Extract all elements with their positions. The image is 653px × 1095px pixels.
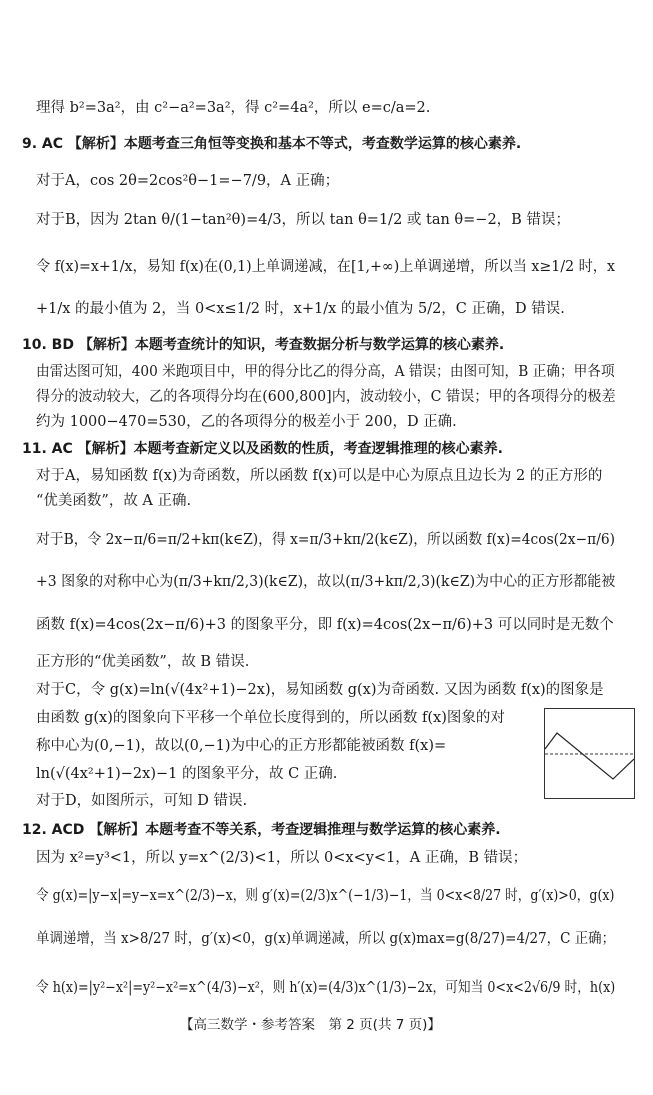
graph-svg <box>545 709 634 798</box>
text-line: 由雷达图可知，400 米跑项目中，甲的得分比乙的得分高，A 错误；由图可知，B 正确；甲各项 <box>36 364 615 380</box>
text-line: 由函数 g(x)的图象向下平移一个单位长度得到的，所以函数 f(x)图象的对 <box>36 710 505 726</box>
text-line: 令 h(x)=|y²−x²|=y²−x²=x^(4/3)−x²，则 h′(x)=(4/3)x^(1/3)−2x，可知当 0<x<2√6/9 时，h(x) <box>36 980 616 996</box>
text-line: 对于C，令 g(x)=ln(√(4x²+1)−2x)，易知函数 g(x)为奇函数. 又因为函数 f(x)的图象是 <box>36 682 604 698</box>
problem-heading: 11. AC 【解析】本题考查新定义以及函数的性质，考查逻辑推理的核心素养. <box>22 441 503 457</box>
text-line: 得分的波动较大，乙的各项得分均在(600,800]内，波动较小，C 错误；甲的各项得分的极差 <box>36 389 616 405</box>
text-line: 正方形的“优美函数”，故 B 错误. <box>36 654 250 670</box>
text-line: +3 图象的对称中心为(π/3+kπ/2,3)(k∈Z)，故以(π/3+kπ/2,3)(k∈Z)为中心的正方形都能被 <box>36 574 616 590</box>
text-line: 因为 x²=y³<1，所以 y=x^(2/3)<1，所以 0<x<y<1，A 正确，B 错误； <box>36 850 528 866</box>
function-curve <box>545 733 634 779</box>
text-line: 单调递增，当 x>8/27 时，g′(x)<0，g(x)单调递减，所以 g(x)max=g(8/27)=4/27，C 正确； <box>36 931 616 947</box>
text-line: 理得 b²=3a²，由 c²−a²=3a²，得 c²=4a²，所以 e=c/a=2. <box>36 100 431 116</box>
problem-heading: 12. ACD 【解析】本题考查不等关系，考查逻辑推理与数学运算的核心素养. <box>22 822 501 838</box>
text-line: 令 g(x)=|y−x|=y−x=x^(2/3)−x，则 g′(x)=(2/3)x^(−1/3)−1，当 0<x<8/27 时，g′(x)>0，g(x) <box>36 888 615 904</box>
text-line: 对于A，cos 2θ=2cos²θ−1=−7/9，A 正确； <box>36 173 340 189</box>
text-line: 称中心为(0,−1)，故以(0,−1)为中心的正方形都能被函数 f(x)= <box>36 738 447 754</box>
problem-heading: 9. AC 【解析】本题考查三角恒等变换和基本不等式，考查数学运算的核心素养. <box>22 136 522 152</box>
problem-heading: 10. BD 【解析】本题考查统计的知识，考查数据分析与数学运算的核心素养. <box>22 337 505 353</box>
function-graph-figure <box>544 708 635 799</box>
page-footer: 【高三数学・参考答案 第 2 页(共 7 页)】 <box>180 1017 441 1033</box>
text-line: 令 f(x)=x+1/x，易知 f(x)在(0,1)上单调递减，在[1,+∞)上单调递增，所以当 x≥1/2 时，x <box>36 259 615 275</box>
text-line: 约为 1000−470=530，乙的各项得分的极差小于 200，D 正确. <box>36 414 457 430</box>
text-line: 对于D，如图所示，可知 D 错误. <box>36 793 248 809</box>
text-line: 对于B，令 2x−π/6=π/2+kπ(k∈Z)，得 x=π/3+kπ/2(k∈Z)，所以函数 f(x)=4cos(2x−π/6) <box>36 532 615 548</box>
text-line: 对于A，易知函数 f(x)为奇函数，所以函数 f(x)可以是中心为原点且边长为 2 的正方形的 <box>36 468 603 484</box>
text-line: 对于B，因为 2tan θ/(1−tan²θ)=4/3，所以 tan θ=1/2 或 tan θ=−2，B 错误； <box>36 212 570 228</box>
text-line: +1/x 的最小值为 2，当 0<x≤1/2 时，x+1/x 的最小值为 5/2，C 正确，D 错误. <box>36 301 565 317</box>
text-line: ln(√(4x²+1)−2x)−1 的图象平分，故 C 正确. <box>36 766 338 782</box>
text-line: “优美函数”，故 A 正确. <box>36 493 192 509</box>
text-line: 函数 f(x)=4cos(2x−π/6)+3 的图象平分，即 f(x)=4cos(2x−π/6)+3 可以同时是无数个 <box>36 617 614 633</box>
